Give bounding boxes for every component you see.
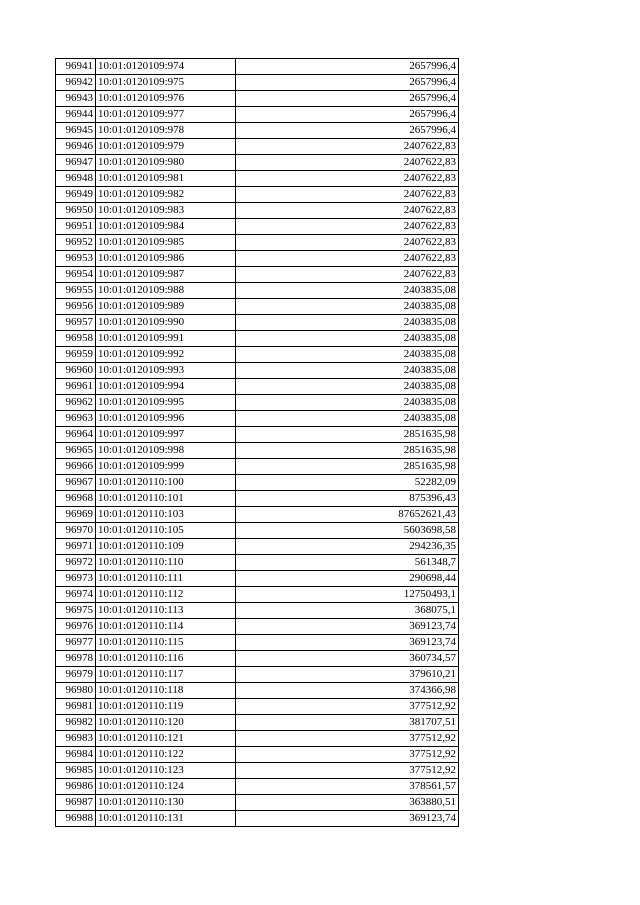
cadastral-number-cell: 10:01:0120109:974	[96, 59, 236, 75]
table-row	[56, 363, 459, 379]
cadastral-value-cell: 377512,92	[236, 731, 459, 747]
cadastral-value-cell: 2407622,83	[236, 251, 459, 267]
table-row	[56, 267, 459, 283]
cadastral-number-cell: 10:01:0120110:111	[96, 571, 236, 587]
row-number-cell: 96977	[56, 635, 96, 651]
cadastral-value-cell: 377512,92	[236, 747, 459, 763]
cadastral-value-cell: 2407622,83	[236, 203, 459, 219]
row-number-cell: 96988	[56, 811, 96, 827]
row-number-cell: 96964	[56, 427, 96, 443]
table-row	[56, 139, 459, 155]
cadastral-value-cell: 363880,51	[236, 795, 459, 811]
cadastral-value-cell: 2403835,08	[236, 331, 459, 347]
row-number-cell: 96971	[56, 539, 96, 555]
row-number-cell: 96967	[56, 475, 96, 491]
row-number-cell: 96951	[56, 219, 96, 235]
cadastral-number-cell: 10:01:0120109:987	[96, 267, 236, 283]
cadastral-value-cell: 2403835,08	[236, 363, 459, 379]
cadastral-value-cell: 379610,21	[236, 667, 459, 683]
table-row	[56, 411, 459, 427]
table-row	[56, 155, 459, 171]
cadastral-value-cell: 2407622,83	[236, 235, 459, 251]
cadastral-value-cell: 52282,09	[236, 475, 459, 491]
cadastral-number-cell: 10:01:0120110:118	[96, 683, 236, 699]
cadastral-number-cell: 10:01:0120110:119	[96, 699, 236, 715]
table-row	[56, 491, 459, 507]
cadastral-value-cell: 875396,43	[236, 491, 459, 507]
row-number-cell: 96959	[56, 347, 96, 363]
cadastral-value-cell: 2407622,83	[236, 171, 459, 187]
cadastral-value-cell: 2407622,83	[236, 139, 459, 155]
row-number-cell: 96972	[56, 555, 96, 571]
row-number-cell: 96956	[56, 299, 96, 315]
row-number-cell: 96969	[56, 507, 96, 523]
row-number-cell: 96947	[56, 155, 96, 171]
cadastral-number-cell: 10:01:0120109:981	[96, 171, 236, 187]
cadastral-number-cell: 10:01:0120109:993	[96, 363, 236, 379]
cadastral-number-cell: 10:01:0120110:100	[96, 475, 236, 491]
cadastral-value-cell: 294236,35	[236, 539, 459, 555]
cadastral-value-cell: 2851635,98	[236, 459, 459, 475]
row-number-cell: 96976	[56, 619, 96, 635]
cadastral-number-cell: 10:01:0120109:982	[96, 187, 236, 203]
table-row	[56, 315, 459, 331]
cadastral-number-cell: 10:01:0120109:978	[96, 123, 236, 139]
table-row	[56, 91, 459, 107]
cadastral-number-cell: 10:01:0120109:975	[96, 75, 236, 91]
table-row	[56, 395, 459, 411]
cadastral-number-cell: 10:01:0120109:996	[96, 411, 236, 427]
row-number-cell: 96960	[56, 363, 96, 379]
cadastral-value-cell: 369123,74	[236, 811, 459, 827]
cadastral-value-cell: 2657996,4	[236, 59, 459, 75]
cadastral-number-cell: 10:01:0120110:110	[96, 555, 236, 571]
table-row	[56, 251, 459, 267]
table-row	[56, 555, 459, 571]
cadastral-number-cell: 10:01:0120110:131	[96, 811, 236, 827]
row-number-cell: 96966	[56, 459, 96, 475]
table-row	[56, 203, 459, 219]
table-row	[56, 779, 459, 795]
row-number-cell: 96965	[56, 443, 96, 459]
table-row	[56, 59, 459, 75]
table-row	[56, 619, 459, 635]
cadastral-value-cell: 377512,92	[236, 763, 459, 779]
row-number-cell: 96968	[56, 491, 96, 507]
table-row	[56, 795, 459, 811]
row-number-cell: 96983	[56, 731, 96, 747]
cadastral-number-cell: 10:01:0120110:109	[96, 539, 236, 555]
cadastral-number-cell: 10:01:0120109:990	[96, 315, 236, 331]
cadastral-number-cell: 10:01:0120110:122	[96, 747, 236, 763]
cadastral-value-cell: 2403835,08	[236, 395, 459, 411]
table-body	[56, 59, 459, 827]
cadastral-value-cell: 2407622,83	[236, 187, 459, 203]
cadastral-value-cell: 561348,7	[236, 555, 459, 571]
table-row	[56, 459, 459, 475]
cadastral-number-cell: 10:01:0120110:112	[96, 587, 236, 603]
cadastral-value-cell: 2403835,08	[236, 379, 459, 395]
table-row	[56, 219, 459, 235]
cadastral-number-cell: 10:01:0120110:130	[96, 795, 236, 811]
cadastral-number-cell: 10:01:0120109:986	[96, 251, 236, 267]
table-row	[56, 523, 459, 539]
cadastral-number-cell: 10:01:0120110:113	[96, 603, 236, 619]
row-number-cell: 96949	[56, 187, 96, 203]
table-row	[56, 235, 459, 251]
cadastral-value-cell: 374366,98	[236, 683, 459, 699]
cadastral-value-cell: 377512,92	[236, 699, 459, 715]
table-row	[56, 667, 459, 683]
cadastral-number-cell: 10:01:0120109:997	[96, 427, 236, 443]
cadastral-number-cell: 10:01:0120109:983	[96, 203, 236, 219]
cadastral-number-cell: 10:01:0120109:995	[96, 395, 236, 411]
cadastral-number-cell: 10:01:0120110:121	[96, 731, 236, 747]
cadastral-number-cell: 10:01:0120109:977	[96, 107, 236, 123]
cadastral-number-cell: 10:01:0120109:992	[96, 347, 236, 363]
cadastral-value-cell: 2657996,4	[236, 75, 459, 91]
table-row	[56, 107, 459, 123]
row-number-cell: 96955	[56, 283, 96, 299]
cadastral-number-cell: 10:01:0120109:998	[96, 443, 236, 459]
cadastral-number-cell: 10:01:0120109:979	[96, 139, 236, 155]
cadastral-value-cell: 368075,1	[236, 603, 459, 619]
row-number-cell: 96974	[56, 587, 96, 603]
cadastral-value-cell: 2403835,08	[236, 347, 459, 363]
table-row	[56, 715, 459, 731]
table-row	[56, 283, 459, 299]
table-row	[56, 587, 459, 603]
cadastral-value-cell: 87652621,43	[236, 507, 459, 523]
row-number-cell: 96985	[56, 763, 96, 779]
cadastral-number-cell: 10:01:0120109:999	[96, 459, 236, 475]
row-number-cell: 96945	[56, 123, 96, 139]
cadastral-value-cell: 2403835,08	[236, 283, 459, 299]
cadastral-value-cell: 2407622,83	[236, 219, 459, 235]
row-number-cell: 96963	[56, 411, 96, 427]
row-number-cell: 96981	[56, 699, 96, 715]
table-row	[56, 507, 459, 523]
cadastral-number-cell: 10:01:0120110:120	[96, 715, 236, 731]
cadastral-number-cell: 10:01:0120110:105	[96, 523, 236, 539]
cadastral-value-table	[55, 58, 459, 827]
row-number-cell: 96941	[56, 59, 96, 75]
table-row	[56, 603, 459, 619]
cadastral-number-cell: 10:01:0120110:124	[96, 779, 236, 795]
cadastral-value-cell: 2403835,08	[236, 299, 459, 315]
cadastral-value-cell: 369123,74	[236, 619, 459, 635]
table-row	[56, 747, 459, 763]
cadastral-number-cell: 10:01:0120109:980	[96, 155, 236, 171]
cadastral-number-cell: 10:01:0120110:115	[96, 635, 236, 651]
cadastral-value-cell: 2657996,4	[236, 91, 459, 107]
table-row	[56, 683, 459, 699]
row-number-cell: 96961	[56, 379, 96, 395]
row-number-cell: 96942	[56, 75, 96, 91]
cadastral-number-cell: 10:01:0120110:116	[96, 651, 236, 667]
cadastral-value-cell: 378561,57	[236, 779, 459, 795]
table-row	[56, 123, 459, 139]
table-row	[56, 571, 459, 587]
cadastral-number-cell: 10:01:0120109:991	[96, 331, 236, 347]
row-number-cell: 96946	[56, 139, 96, 155]
table-row	[56, 187, 459, 203]
table-row	[56, 331, 459, 347]
row-number-cell: 96987	[56, 795, 96, 811]
row-number-cell: 96957	[56, 315, 96, 331]
table-row	[56, 443, 459, 459]
table-row	[56, 699, 459, 715]
cadastral-value-cell: 2407622,83	[236, 267, 459, 283]
row-number-cell: 96952	[56, 235, 96, 251]
cadastral-value-cell: 12750493,1	[236, 587, 459, 603]
cadastral-number-cell: 10:01:0120109:988	[96, 283, 236, 299]
table-row	[56, 731, 459, 747]
cadastral-number-cell: 10:01:0120109:994	[96, 379, 236, 395]
row-number-cell: 96954	[56, 267, 96, 283]
table-row	[56, 347, 459, 363]
row-number-cell: 96978	[56, 651, 96, 667]
cadastral-number-cell: 10:01:0120110:101	[96, 491, 236, 507]
table-row	[56, 427, 459, 443]
table-row	[56, 811, 459, 827]
cadastral-value-cell: 381707,51	[236, 715, 459, 731]
cadastral-value-cell: 2657996,4	[236, 123, 459, 139]
table-row	[56, 475, 459, 491]
cadastral-value-cell: 2407622,83	[236, 155, 459, 171]
row-number-cell: 96984	[56, 747, 96, 763]
row-number-cell: 96948	[56, 171, 96, 187]
table-row	[56, 651, 459, 667]
table-row	[56, 539, 459, 555]
cadastral-value-cell: 2403835,08	[236, 411, 459, 427]
table-row	[56, 75, 459, 91]
row-number-cell: 96950	[56, 203, 96, 219]
row-number-cell: 96979	[56, 667, 96, 683]
cadastral-value-cell: 2657996,4	[236, 107, 459, 123]
row-number-cell: 96970	[56, 523, 96, 539]
row-number-cell: 96980	[56, 683, 96, 699]
row-number-cell: 96982	[56, 715, 96, 731]
cadastral-value-cell: 360734,57	[236, 651, 459, 667]
cadastral-value-cell: 2403835,08	[236, 315, 459, 331]
cadastral-value-cell: 2851635,98	[236, 443, 459, 459]
cadastral-number-cell: 10:01:0120110:114	[96, 619, 236, 635]
cadastral-number-cell: 10:01:0120110:103	[96, 507, 236, 523]
row-number-cell: 96962	[56, 395, 96, 411]
cadastral-number-cell: 10:01:0120109:976	[96, 91, 236, 107]
cadastral-number-cell: 10:01:0120109:985	[96, 235, 236, 251]
row-number-cell: 96986	[56, 779, 96, 795]
cadastral-number-cell: 10:01:0120109:989	[96, 299, 236, 315]
row-number-cell: 96953	[56, 251, 96, 267]
table-row	[56, 763, 459, 779]
table-row	[56, 379, 459, 395]
table-row	[56, 299, 459, 315]
table-row	[56, 171, 459, 187]
row-number-cell: 96975	[56, 603, 96, 619]
cadastral-number-cell: 10:01:0120109:984	[96, 219, 236, 235]
cadastral-number-cell: 10:01:0120110:117	[96, 667, 236, 683]
row-number-cell: 96943	[56, 91, 96, 107]
cadastral-value-cell: 5603698,58	[236, 523, 459, 539]
cadastral-value-cell: 2851635,98	[236, 427, 459, 443]
table-row	[56, 635, 459, 651]
cadastral-number-cell: 10:01:0120110:123	[96, 763, 236, 779]
row-number-cell: 96944	[56, 107, 96, 123]
cadastral-value-cell: 290698,44	[236, 571, 459, 587]
row-number-cell: 96973	[56, 571, 96, 587]
cadastral-value-cell: 369123,74	[236, 635, 459, 651]
row-number-cell: 96958	[56, 331, 96, 347]
